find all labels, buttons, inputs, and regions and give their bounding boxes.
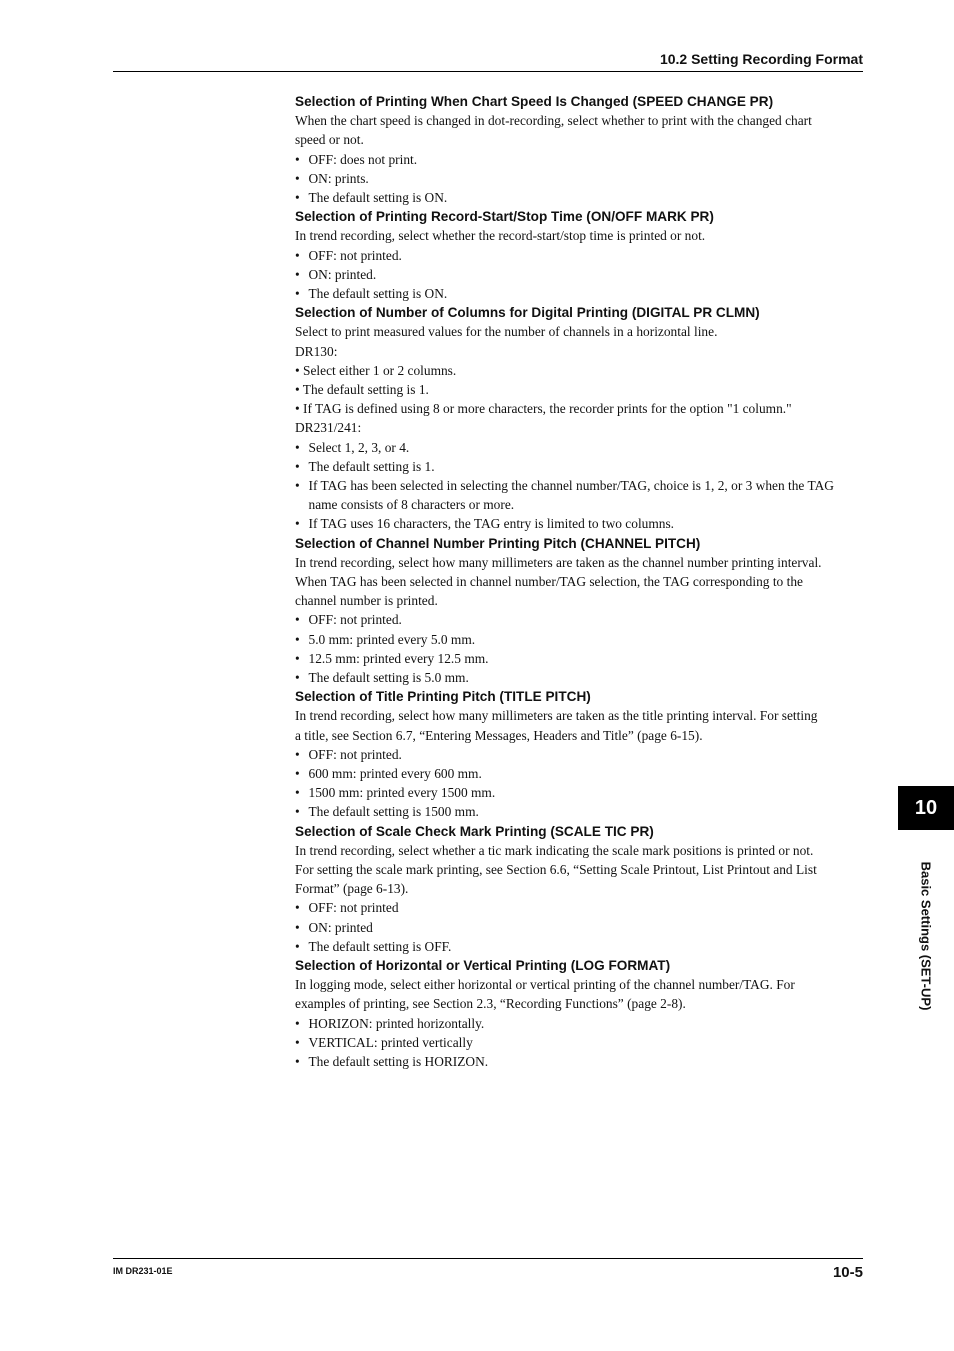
list-item: • The default setting is HORIZON. [295, 1052, 865, 1071]
option-list [295, 898, 865, 956]
chapter-title-vertical: Basic Settings (SET-UP) [918, 861, 934, 1011]
list-item: • 600 mm: printed every 600 mm. [295, 764, 865, 783]
model-label-dr130: DR130: [295, 343, 338, 359]
option-list [295, 246, 865, 304]
document-id: IM DR231-01E [113, 1266, 173, 1276]
body-text-line: examples of printing, see Section 2.3, “Recording Functions” (page 2-8). [295, 996, 686, 1012]
list-item: • The default setting is 5.0 mm. [295, 668, 865, 687]
section-heading: Selection of Printing When Chart Speed Is Changed (SPEED CHANGE PR) [295, 94, 774, 109]
chapter-number-tab: 10 [898, 786, 954, 830]
list-item: • Select 1, 2, 3, or 4. [295, 438, 865, 457]
list-item: • OFF: not printed. [295, 745, 865, 764]
body-text-line: In trend recording, select how many millimeters are taken as the title printing interval. For setting [295, 708, 818, 724]
list-item: • OFF: not printed [295, 898, 865, 917]
list-item: • ON: printed [295, 918, 865, 937]
body-text-line: In trend recording, select whether the record-start/stop time is printed or not. [295, 228, 706, 244]
body-text-line: Select to print measured values for the number of channels in a horizontal line. [295, 324, 718, 340]
body-text-line: In trend recording, select how many millimeters are taken as the channel number printing interval. [295, 554, 822, 570]
model-label-dr231-241: DR231/241: [295, 420, 362, 436]
list-item: • The default setting is 1500 mm. [295, 802, 865, 821]
section-heading: Selection of Horizontal or Vertical Printing (LOG FORMAT) [295, 958, 671, 974]
option-list [295, 610, 865, 687]
section-digital-pr-clmn [295, 303, 865, 533]
section-heading: Selection of Number of Columns for Digital Printing (DIGITAL PR CLMN) [295, 305, 760, 321]
list-item: • 1500 mm: printed every 1500 mm. [295, 783, 865, 802]
list-item: • OFF: not printed. [295, 610, 865, 629]
body-text-line: In logging mode, select either horizontal or vertical printing of the channel number/TAG. For [295, 977, 795, 993]
section-scale-tic-pr [295, 822, 865, 956]
model-note: • If TAG is defined using 8 or more characters, the recorder prints for the option "1 column." [295, 401, 792, 417]
list-item: • OFF: not printed. [295, 246, 865, 265]
section-heading: Selection of Title Printing Pitch (TITLE PITCH) [295, 689, 591, 705]
section-log-format [295, 956, 865, 1071]
section-channel-pitch [295, 534, 865, 688]
model-note: • Select either 1 or 2 columns. [295, 362, 457, 378]
body-text-line: Format” (page 6-13). [295, 881, 409, 897]
section-heading: Selection of Channel Number Printing Pitch (CHANNEL PITCH) [295, 535, 701, 551]
section-heading: Selection of Printing Record-Start/Stop Time (ON/OFF MARK PR) [295, 209, 714, 225]
model-note: • The default setting is 1. [295, 382, 429, 397]
body-text-line: When TAG has been selected in channel number/TAG selection, the TAG corresponding to the [295, 574, 803, 590]
list-item: • The default setting is 1. [295, 457, 865, 476]
body-text-line: speed or not. [295, 132, 364, 148]
list-item: • OFF: does not print. [295, 150, 865, 169]
footer-rule [113, 1258, 863, 1259]
list-item: • ON: printed. [295, 265, 865, 284]
body-text-line: When the chart speed is changed in dot-recording, select whether to print with the changed chart [295, 113, 812, 129]
option-list [295, 438, 865, 534]
list-item: • The default setting is ON. [295, 284, 865, 303]
list-item: • 12.5 mm: printed every 12.5 mm. [295, 649, 865, 668]
section-title-pitch [295, 687, 865, 821]
body-text-line: channel number is printed. [295, 593, 438, 609]
running-header-section-title: 10.2 Setting Recording Format [659, 51, 863, 67]
option-list [295, 745, 865, 822]
section-on-off-mark-pr [295, 207, 865, 303]
list-item: • The default setting is OFF. [295, 937, 865, 956]
list-item: • If TAG has been selected in selecting the channel number/TAG, choice is 1, 2, or 3 when the TAG name consists of 8 characters or more. [295, 476, 865, 514]
list-item: • The default setting is ON. [295, 188, 865, 207]
list-item: • If TAG uses 16 characters, the TAG entry is limited to two columns. [295, 514, 865, 533]
list-item: • VERTICAL: printed vertically [295, 1033, 865, 1052]
body-text-line: a title, see Section 6.7, “Entering Messages, Headers and Title” (page 6-15). [295, 727, 703, 743]
section-heading: Selection of Scale Check Mark Printing (SCALE TIC PR) [295, 823, 654, 839]
main-content [295, 92, 865, 1071]
body-text-line: For setting the scale mark printing, see Section 6.6, “Setting Scale Printout, List Printout and List [295, 862, 817, 878]
list-item: • ON: prints. [295, 169, 865, 188]
section-speed-change-pr [295, 92, 865, 207]
option-list [295, 150, 865, 208]
list-item: • HORIZON: printed horizontally. [295, 1014, 865, 1033]
page-number: 10-5 [832, 1264, 863, 1281]
option-list [295, 1014, 865, 1072]
list-item: • 5.0 mm: printed every 5.0 mm. [295, 630, 865, 649]
header-rule [113, 71, 863, 72]
body-text-line: In trend recording, select whether a tic mark indicating the scale mark positions is printed or not. [295, 842, 814, 858]
